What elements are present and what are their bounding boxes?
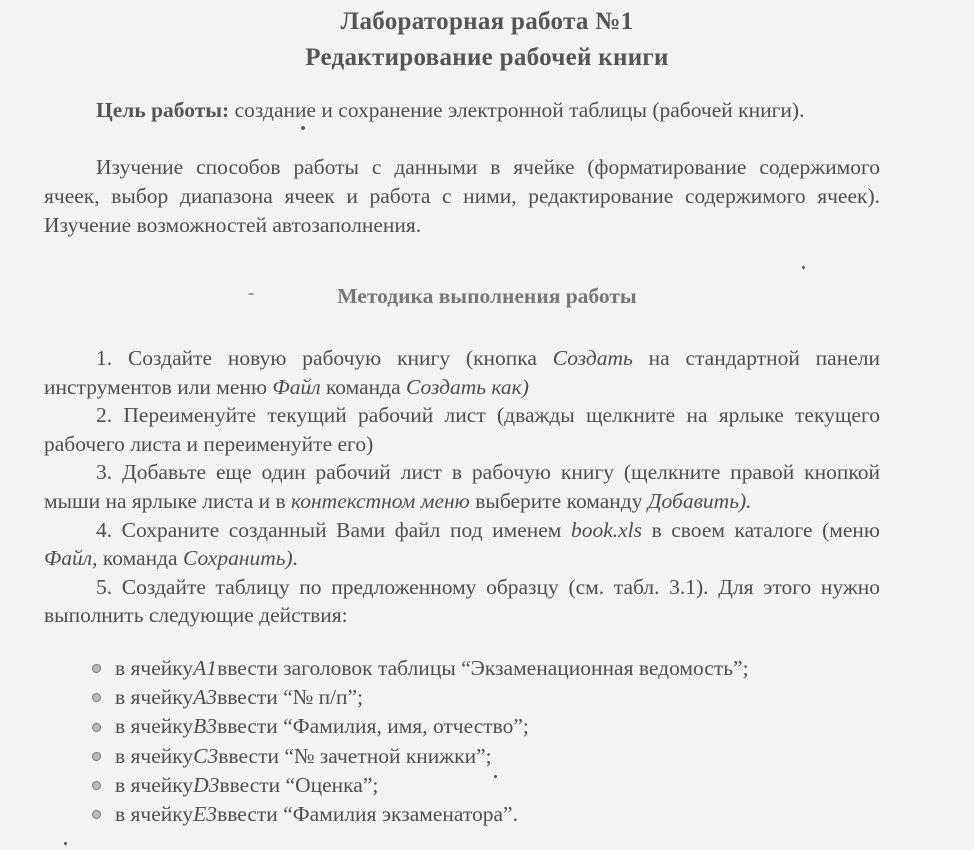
bullet-text: в ячейку xyxy=(115,714,194,739)
step-italic: Сохранить). xyxy=(182,546,299,571)
scan-speck xyxy=(64,842,67,845)
scan-speck xyxy=(802,266,805,269)
bullet-icon xyxy=(92,664,101,673)
bullet-text: ввести заголовок таблицы “Экзаменационная ведомость”; xyxy=(217,656,749,680)
step-italic: контекстном меню xyxy=(291,488,470,513)
bullet-text: в ячейку xyxy=(115,802,194,827)
bullet-icon xyxy=(92,810,101,819)
step-item xyxy=(44,573,880,630)
step-italic: Добавить). xyxy=(647,488,752,513)
step-item xyxy=(44,344,880,401)
step-text: на стандартной панели инструментов или меню xyxy=(44,346,880,399)
bullet-text: в ячейку xyxy=(115,656,194,680)
bullet-text: ввести “№ зачетной книжки”; xyxy=(218,743,492,768)
step-text: в своем каталоге (меню xyxy=(642,517,880,542)
step-text: команда xyxy=(97,546,183,571)
scan-speck xyxy=(301,126,305,130)
step-text: 1. Создайте новую рабочую книгу (кнопка xyxy=(96,346,553,370)
cell-ref: C3 xyxy=(193,743,219,768)
study-paragraph xyxy=(44,153,880,240)
bullet-text: ввести “№ п/п”; xyxy=(217,685,364,710)
bullet-icon xyxy=(92,752,101,761)
goal-label: Цель работы: xyxy=(96,98,230,122)
bullet-icon xyxy=(92,723,101,732)
step-italic: Файл, xyxy=(44,546,98,571)
step-italic: Создать xyxy=(552,346,633,370)
step-text: выберите команду xyxy=(469,488,648,513)
step-text: 5. Создайте таблицу по предложенному образцу (см. табл. 3.1). Для этого нужно выполнить следующие действия: xyxy=(44,574,880,628)
cell-ref: A3 xyxy=(193,685,218,710)
step-text: команда xyxy=(320,374,407,399)
title-line-2: Редактирование рабочей книги xyxy=(305,44,669,71)
cell-ref: E3 xyxy=(193,802,218,827)
steps-list xyxy=(44,344,880,630)
cell-ref: B3 xyxy=(193,714,218,739)
method-heading: Методика выполнения работы xyxy=(337,284,637,308)
step-italic: book.xls xyxy=(570,517,643,542)
goal-paragraph xyxy=(44,96,880,125)
bullet-text: ввести “Фамилия, имя, отчество”; xyxy=(217,714,529,739)
step-italic: Создать как) xyxy=(406,374,529,399)
study-text: Изучение способов работы с данными в ячейке (форматирование содержимого ячеек, выбор диапазона ячеек и работа с ними, редактирование содержимого ячеек). Изучение возможностей автозаполнения. xyxy=(44,155,880,237)
scan-speck xyxy=(248,293,254,295)
list-item xyxy=(92,742,872,771)
bullet-text: в ячейку xyxy=(115,743,194,768)
list-item xyxy=(92,771,872,800)
title-line-1: Лабораторная работа №1 xyxy=(340,8,634,35)
bullet-list xyxy=(92,654,872,829)
bullet-text: ввести “Оценка”; xyxy=(219,772,379,797)
step-text: 3. Добавьте еще один рабочий лист в рабочую книгу (щелкните правой кнопкой мыши на ярлыке листа и в xyxy=(44,460,880,513)
goal-text: создание и сохранение электронной таблицы (рабочей книги). xyxy=(229,98,805,122)
step-text: 4. Сохраните созданный Вами файл под именем xyxy=(96,517,571,542)
step-text: 2. Переименуйте текущий рабочий лист (дважды щелкните на ярлыке текущего рабочего листа и переименуйте его) xyxy=(44,403,880,456)
list-item xyxy=(92,654,872,683)
bullet-icon xyxy=(92,693,101,702)
step-item xyxy=(44,516,880,573)
step-italic: Файл xyxy=(272,374,321,399)
bullet-text: ввести “Фамилия экзаменатора”. xyxy=(217,802,518,827)
cell-ref: A1 xyxy=(193,656,218,680)
bullet-text: в ячейку xyxy=(115,685,194,710)
cell-ref: D3 xyxy=(193,772,220,797)
bullet-text: в ячейку xyxy=(115,772,194,797)
list-item xyxy=(92,712,872,741)
list-item xyxy=(92,800,872,829)
step-item xyxy=(44,458,880,515)
bullet-icon xyxy=(92,781,101,790)
scan-speck xyxy=(494,775,497,778)
list-item xyxy=(92,683,872,712)
step-item xyxy=(44,401,880,458)
